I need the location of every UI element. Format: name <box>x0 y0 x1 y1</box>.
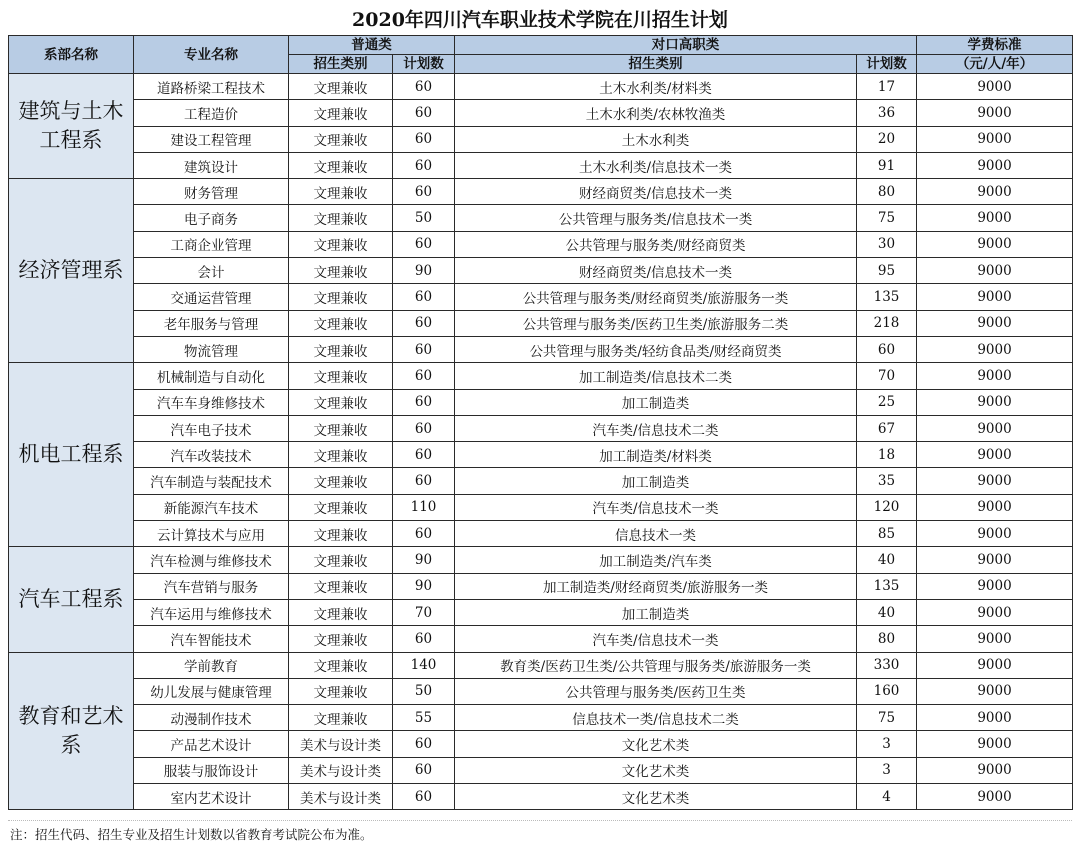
general-plan-count: 90 <box>393 258 455 284</box>
table-row <box>9 521 1073 547</box>
general-category: 美术与设计类 <box>289 757 393 783</box>
vocational-category: 汽车类/信息技术二类 <box>455 415 857 441</box>
major-name: 汽车营销与服务 <box>134 573 289 599</box>
table-row <box>9 152 1073 178</box>
vocational-plan-count: 91 <box>857 152 917 178</box>
header-general: 普通类 <box>289 36 455 55</box>
vocational-category: 土木水利类/材料类 <box>455 74 857 100</box>
table-row <box>9 363 1073 389</box>
vocational-category: 公共管理与服务类/财经商贸类 <box>455 231 857 257</box>
vocational-category: 加工制造类 <box>455 599 857 625</box>
divider <box>8 820 1072 821</box>
major-name: 动漫制作技术 <box>134 705 289 731</box>
vocational-category: 公共管理与服务类/财经商贸类/旅游服务一类 <box>455 284 857 310</box>
vocational-category: 加工制造类/材料类 <box>455 442 857 468</box>
tuition-fee: 9000 <box>917 74 1073 100</box>
vocational-plan-count: 80 <box>857 179 917 205</box>
major-name: 工程造价 <box>134 100 289 126</box>
general-category: 文理兼收 <box>289 179 393 205</box>
table-row <box>9 100 1073 126</box>
dept-name: 机电工程系 <box>9 363 134 547</box>
general-category: 文理兼收 <box>289 126 393 152</box>
vocational-category: 加工制造类/信息技术二类 <box>455 363 857 389</box>
vocational-plan-count: 330 <box>857 652 917 678</box>
general-plan-count: 60 <box>393 468 455 494</box>
general-plan-count: 60 <box>393 757 455 783</box>
table-row <box>9 310 1073 336</box>
general-category: 文理兼收 <box>289 284 393 310</box>
major-name: 新能源汽车技术 <box>134 494 289 520</box>
general-plan-count: 60 <box>393 100 455 126</box>
dept-name: 经济管理系 <box>9 179 134 363</box>
general-plan-count: 70 <box>393 599 455 625</box>
vocational-plan-count: 60 <box>857 336 917 362</box>
tuition-fee: 9000 <box>917 652 1073 678</box>
vocational-category: 土木水利类/信息技术一类 <box>455 152 857 178</box>
vocational-category: 文化艺术类 <box>455 731 857 757</box>
table-row <box>9 126 1073 152</box>
major-name: 汽车运用与维修技术 <box>134 599 289 625</box>
general-plan-count: 60 <box>393 389 455 415</box>
vocational-plan-count: 25 <box>857 389 917 415</box>
major-name: 幼儿发展与健康管理 <box>134 678 289 704</box>
vocational-category: 信息技术一类/信息技术二类 <box>455 705 857 731</box>
dept-name: 建筑与土木工程系 <box>9 74 134 179</box>
vocational-plan-count: 18 <box>857 442 917 468</box>
general-category: 文理兼收 <box>289 336 393 362</box>
header-vocational-category: 招生类别 <box>455 55 857 74</box>
major-name: 工商企业管理 <box>134 231 289 257</box>
table-row <box>9 757 1073 783</box>
general-plan-count: 60 <box>393 310 455 336</box>
vocational-category: 土木水利类 <box>455 126 857 152</box>
general-category: 文理兼收 <box>289 573 393 599</box>
vocational-plan-count: 30 <box>857 231 917 257</box>
major-name: 云计算技术与应用 <box>134 521 289 547</box>
vocational-plan-count: 35 <box>857 468 917 494</box>
page-title: 2020年四川汽车职业技术学院在川招生计划 <box>352 9 728 31</box>
header-major: 专业名称 <box>134 36 289 74</box>
general-plan-count: 140 <box>393 652 455 678</box>
general-plan-count: 110 <box>393 494 455 520</box>
tuition-fee: 9000 <box>917 468 1073 494</box>
tuition-fee: 9000 <box>917 599 1073 625</box>
vocational-category: 信息技术一类 <box>455 521 857 547</box>
major-name: 学前教育 <box>134 652 289 678</box>
tuition-fee: 9000 <box>917 152 1073 178</box>
table-row <box>9 179 1073 205</box>
vocational-plan-count: 3 <box>857 731 917 757</box>
table-row <box>9 784 1073 810</box>
major-name: 老年服务与管理 <box>134 310 289 336</box>
major-name: 物流管理 <box>134 336 289 362</box>
vocational-category: 加工制造类 <box>455 468 857 494</box>
general-category: 文理兼收 <box>289 231 393 257</box>
vocational-category: 教育类/医药卫生类/公共管理与服务类/旅游服务一类 <box>455 652 857 678</box>
tuition-fee: 9000 <box>917 126 1073 152</box>
vocational-category: 公共管理与服务类/信息技术一类 <box>455 205 857 231</box>
major-name: 交通运营管理 <box>134 284 289 310</box>
vocational-category: 汽车类/信息技术一类 <box>455 626 857 652</box>
table-row <box>9 494 1073 520</box>
general-category: 文理兼收 <box>289 258 393 284</box>
vocational-category: 汽车类/信息技术一类 <box>455 494 857 520</box>
general-category: 文理兼收 <box>289 468 393 494</box>
vocational-plan-count: 218 <box>857 310 917 336</box>
general-category: 文理兼收 <box>289 547 393 573</box>
header-fee-unit: （元/人/年） <box>917 55 1073 74</box>
general-category: 文理兼收 <box>289 100 393 126</box>
header-vocational: 对口高职类 <box>455 36 917 55</box>
table-row <box>9 468 1073 494</box>
major-name: 建设工程管理 <box>134 126 289 152</box>
dept-name: 教育和艺术系 <box>9 652 134 810</box>
tuition-fee: 9000 <box>917 784 1073 810</box>
general-plan-count: 90 <box>393 547 455 573</box>
general-plan-count: 60 <box>393 363 455 389</box>
general-plan-count: 60 <box>393 415 455 441</box>
vocational-plan-count: 80 <box>857 626 917 652</box>
table-row <box>9 705 1073 731</box>
vocational-plan-count: 85 <box>857 521 917 547</box>
tuition-fee: 9000 <box>917 547 1073 573</box>
general-plan-count: 60 <box>393 231 455 257</box>
general-category: 文理兼收 <box>289 415 393 441</box>
tuition-fee: 9000 <box>917 205 1073 231</box>
tuition-fee: 9000 <box>917 626 1073 652</box>
general-plan-count: 90 <box>393 573 455 599</box>
general-category: 文理兼收 <box>289 442 393 468</box>
general-plan-count: 60 <box>393 284 455 310</box>
general-category: 文理兼收 <box>289 626 393 652</box>
major-name: 汽车车身维修技术 <box>134 389 289 415</box>
general-plan-count: 55 <box>393 705 455 731</box>
vocational-plan-count: 95 <box>857 258 917 284</box>
table-row <box>9 258 1073 284</box>
tuition-fee: 9000 <box>917 678 1073 704</box>
vocational-category: 公共管理与服务类/医药卫生类/旅游服务二类 <box>455 310 857 336</box>
table-body <box>9 74 1073 810</box>
tuition-fee: 9000 <box>917 310 1073 336</box>
tuition-fee: 9000 <box>917 705 1073 731</box>
general-category: 文理兼收 <box>289 152 393 178</box>
vocational-category: 文化艺术类 <box>455 784 857 810</box>
major-name: 机械制造与自动化 <box>134 363 289 389</box>
general-category: 文理兼收 <box>289 494 393 520</box>
table-row <box>9 284 1073 310</box>
header-dept: 系部名称 <box>9 36 134 74</box>
vocational-plan-count: 75 <box>857 205 917 231</box>
tuition-fee: 9000 <box>917 231 1073 257</box>
major-name: 产品艺术设计 <box>134 731 289 757</box>
major-name: 汽车电子技术 <box>134 415 289 441</box>
general-category: 文理兼收 <box>289 205 393 231</box>
vocational-category: 加工制造类 <box>455 389 857 415</box>
major-name: 财务管理 <box>134 179 289 205</box>
general-category: 文理兼收 <box>289 599 393 625</box>
dept-name: 汽车工程系 <box>9 547 134 652</box>
tuition-fee: 9000 <box>917 363 1073 389</box>
tuition-fee: 9000 <box>917 100 1073 126</box>
tuition-fee: 9000 <box>917 731 1073 757</box>
general-category: 文理兼收 <box>289 652 393 678</box>
tuition-fee: 9000 <box>917 494 1073 520</box>
table-row <box>9 547 1073 573</box>
general-plan-count: 60 <box>393 74 455 100</box>
table-row <box>9 205 1073 231</box>
tuition-fee: 9000 <box>917 336 1073 362</box>
tuition-fee: 9000 <box>917 521 1073 547</box>
general-plan-count: 60 <box>393 731 455 757</box>
general-category: 文理兼收 <box>289 74 393 100</box>
vocational-category: 文化艺术类 <box>455 757 857 783</box>
footnote: 注：招生代码、招生专业及招生计划数以省教育考试院公布为准。 <box>10 827 373 842</box>
general-category: 文理兼收 <box>289 521 393 547</box>
major-name: 道路桥梁工程技术 <box>134 74 289 100</box>
vocational-category: 加工制造类/汽车类 <box>455 547 857 573</box>
table-row <box>9 336 1073 362</box>
vocational-plan-count: 135 <box>857 284 917 310</box>
table-row <box>9 626 1073 652</box>
tuition-fee: 9000 <box>917 757 1073 783</box>
vocational-plan-count: 67 <box>857 415 917 441</box>
vocational-plan-count: 40 <box>857 547 917 573</box>
general-plan-count: 50 <box>393 678 455 704</box>
general-category: 美术与设计类 <box>289 731 393 757</box>
major-name: 室内艺术设计 <box>134 784 289 810</box>
vocational-plan-count: 36 <box>857 100 917 126</box>
table-row <box>9 74 1073 100</box>
general-category: 文理兼收 <box>289 389 393 415</box>
table-row <box>9 599 1073 625</box>
header-vocational-plan: 计划数 <box>857 55 917 74</box>
vocational-category: 公共管理与服务类/轻纺食品类/财经商贸类 <box>455 336 857 362</box>
major-name: 服装与服饰设计 <box>134 757 289 783</box>
table-row <box>9 389 1073 415</box>
table-row <box>9 231 1073 257</box>
major-name: 汽车改装技术 <box>134 442 289 468</box>
table-row <box>9 442 1073 468</box>
vocational-plan-count: 75 <box>857 705 917 731</box>
general-plan-count: 50 <box>393 205 455 231</box>
tuition-fee: 9000 <box>917 258 1073 284</box>
general-category: 文理兼收 <box>289 678 393 704</box>
tuition-fee: 9000 <box>917 415 1073 441</box>
vocational-plan-count: 160 <box>857 678 917 704</box>
general-category: 文理兼收 <box>289 310 393 336</box>
vocational-plan-count: 17 <box>857 74 917 100</box>
vocational-plan-count: 120 <box>857 494 917 520</box>
vocational-category: 加工制造类/财经商贸类/旅游服务一类 <box>455 573 857 599</box>
general-category: 美术与设计类 <box>289 784 393 810</box>
vocational-plan-count: 3 <box>857 757 917 783</box>
header-general-category: 招生类别 <box>289 55 393 74</box>
table-row <box>9 731 1073 757</box>
vocational-plan-count: 4 <box>857 784 917 810</box>
table-row <box>9 573 1073 599</box>
major-name: 汽车检测与维修技术 <box>134 547 289 573</box>
vocational-plan-count: 40 <box>857 599 917 625</box>
vocational-category: 土木水利类/农林牧渔类 <box>455 100 857 126</box>
general-plan-count: 60 <box>393 784 455 810</box>
general-plan-count: 60 <box>393 336 455 362</box>
table-row <box>9 415 1073 441</box>
general-plan-count: 60 <box>393 626 455 652</box>
table-row <box>9 652 1073 678</box>
major-name: 汽车智能技术 <box>134 626 289 652</box>
general-plan-count: 60 <box>393 521 455 547</box>
general-plan-count: 60 <box>393 179 455 205</box>
general-plan-count: 60 <box>393 126 455 152</box>
general-category: 文理兼收 <box>289 705 393 731</box>
header-general-plan: 计划数 <box>393 55 455 74</box>
tuition-fee: 9000 <box>917 284 1073 310</box>
enrollment-plan-table <box>8 35 1073 810</box>
tuition-fee: 9000 <box>917 442 1073 468</box>
major-name: 汽车制造与装配技术 <box>134 468 289 494</box>
general-plan-count: 60 <box>393 442 455 468</box>
general-category: 文理兼收 <box>289 363 393 389</box>
major-name: 建筑设计 <box>134 152 289 178</box>
tuition-fee: 9000 <box>917 179 1073 205</box>
vocational-plan-count: 135 <box>857 573 917 599</box>
major-name: 电子商务 <box>134 205 289 231</box>
vocational-category: 公共管理与服务类/医药卫生类 <box>455 678 857 704</box>
general-plan-count: 60 <box>393 152 455 178</box>
header-fee: 学费标准 <box>917 36 1073 55</box>
table-row <box>9 678 1073 704</box>
vocational-category: 财经商贸类/信息技术一类 <box>455 258 857 284</box>
tuition-fee: 9000 <box>917 573 1073 599</box>
vocational-category: 财经商贸类/信息技术一类 <box>455 179 857 205</box>
major-name: 会计 <box>134 258 289 284</box>
vocational-plan-count: 70 <box>857 363 917 389</box>
tuition-fee: 9000 <box>917 389 1073 415</box>
vocational-plan-count: 20 <box>857 126 917 152</box>
